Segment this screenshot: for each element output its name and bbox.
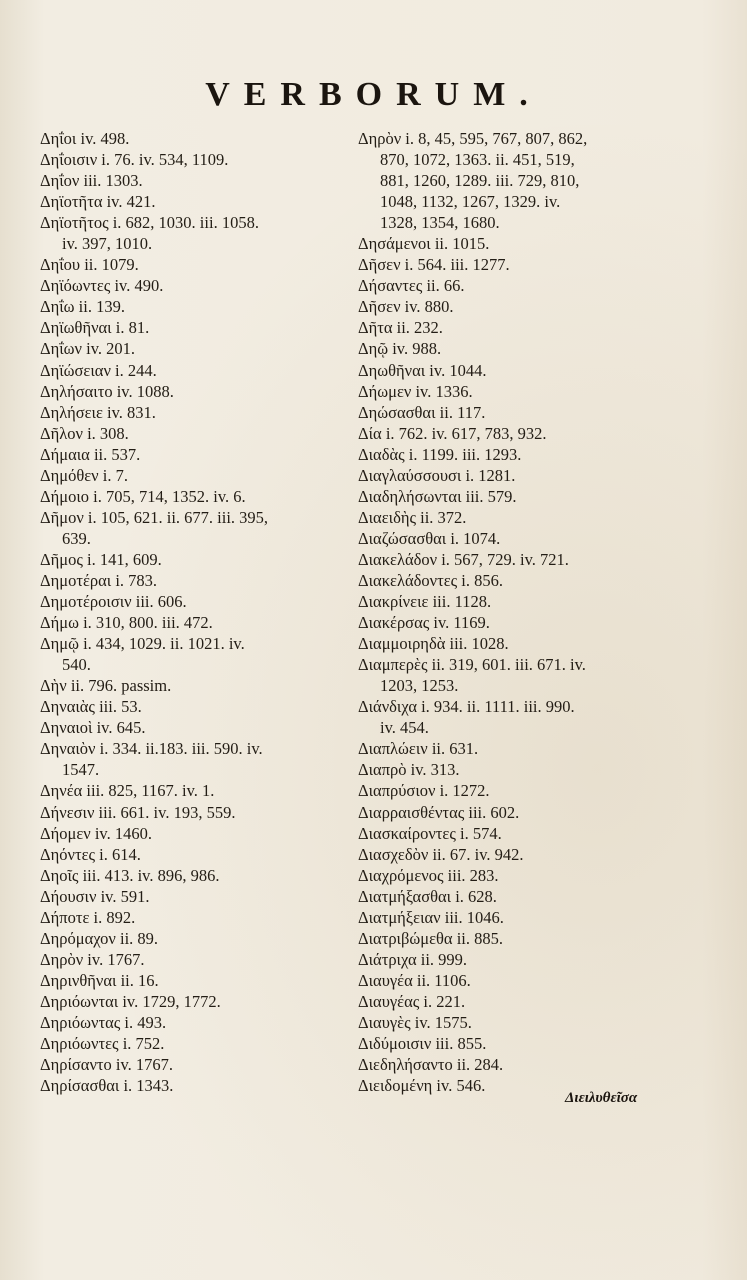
index-entry: Διατμήξειαν iii. 1046.	[358, 907, 504, 927]
catchword: Διειλυθεῖσα	[565, 1090, 638, 1106]
index-entry: Δηΐων iv. 201.	[40, 339, 136, 359]
index-entry: Δηώσασθαι ii. 117.	[358, 402, 486, 422]
index-entry: Δηΐον iii. 1303.	[40, 171, 143, 191]
index-entry: Δῆτα ii. 232.	[358, 318, 443, 338]
index-entry: Διεδηλήσαντο ii. 284.	[358, 1055, 504, 1075]
index-entry: 870, 1072, 1363. ii. 451, 519,	[380, 150, 575, 170]
index-entry: Δηναιὸν i. 334. ii.183. iii. 590. iv.	[40, 739, 263, 759]
index-entry: 1328, 1354, 1680.	[380, 213, 500, 233]
index-entry: Δηΐοισιν i. 76. iv. 534, 1109.	[40, 150, 229, 170]
index-entry: iv. 397, 1010.	[62, 234, 153, 254]
index-entry: 1547.	[62, 760, 100, 780]
index-entry: Δηριόωντας i. 493.	[40, 1012, 167, 1032]
index-entry: Δηΐου ii. 1079.	[40, 255, 139, 275]
index-entry: Δῆσεν i. 564. iii. 1277.	[358, 255, 510, 275]
index-entry: Δηϊοτῆτος i. 682, 1030. iii. 1058.	[40, 213, 259, 233]
index-entry: Δηρίσαντο iv. 1767.	[40, 1055, 174, 1075]
index-entry: Διασκαίροντες i. 574.	[358, 823, 502, 843]
index-entry: Διακέρσας iv. 1169.	[358, 613, 490, 633]
index-entry: Δηϊώσειαν i. 244.	[40, 360, 157, 380]
index-entry: 639.	[62, 528, 91, 548]
index-entry: Διαζώσασθαι i. 1074.	[358, 528, 501, 548]
index-entry: Δήποτε i. 892.	[40, 907, 136, 927]
index-entry: Δηρινθῆναι ii. 16.	[40, 970, 159, 990]
index-entry: Δήμοιο i. 705, 714, 1352. iv. 6.	[40, 486, 246, 506]
index-entry: Δῆμος i. 141, 609.	[40, 549, 162, 569]
index-entry: Διατριβώμεθα ii. 885.	[358, 928, 503, 948]
index-entry: Δηϊωθῆναι i. 81.	[40, 318, 150, 338]
index-entry: 1048, 1132, 1267, 1329. iv.	[380, 192, 561, 212]
index-entry: Δηῷ iv. 988.	[358, 339, 442, 359]
index-entry: Διδύμοισιν iii. 855.	[358, 1034, 487, 1054]
index-entry: Δηριόωνται iv. 1729, 1772.	[40, 991, 221, 1011]
index-entry: Δημῷ i. 434, 1029. ii. 1021. iv.	[40, 634, 245, 654]
index-entry: Δημοτέραι i. 783.	[40, 570, 158, 590]
index-entry: Δὴν ii. 796. passim.	[40, 676, 172, 696]
index-entry: Δηρὸν i. 8, 45, 595, 767, 807, 862,	[358, 129, 588, 148]
index-entry: Διαπλώειν ii. 631.	[358, 739, 479, 759]
index-entry: Διακελάδον i. 567, 729. iv. 721.	[358, 549, 569, 569]
index-entry: Διασχεδὸν ii. 67. iv. 942.	[358, 844, 524, 864]
index-entry: Δῆμον i. 105, 621. ii. 677. iii. 395,	[40, 507, 269, 527]
index-column-left	[40, 128, 340, 1096]
index-entry: Διατμήξασθαι i. 628.	[358, 886, 497, 906]
index-entry: Δηριόωντες i. 752.	[40, 1034, 165, 1054]
index-entry: Δηλήσειε iv. 831.	[40, 402, 156, 422]
index-entry: Δήωμεν iv. 1336.	[358, 381, 473, 401]
index-entry: Διαδηλήσωνται iii. 579.	[358, 486, 517, 506]
index-entry: Διαδὰς i. 1199. iii. 1293.	[358, 444, 522, 464]
index-entry: Δημόθεν i. 7.	[40, 465, 128, 485]
index-entry: Δηλήσαιτο iv. 1088.	[40, 381, 174, 401]
index-entry: Διάτριχα ii. 999.	[358, 949, 468, 969]
index-entry: Διαυγέας i. 221.	[358, 991, 466, 1011]
index-entry: Διαγλαύσσουσι i. 1281.	[358, 465, 516, 485]
index-entry: Δήνεσιν iii. 661. iv. 193, 559.	[40, 802, 236, 822]
index-entry: Διαπρύσιον i. 1272.	[358, 781, 490, 801]
index-entry: Δῆλον i. 308.	[40, 423, 129, 443]
index-entry: Διαυγέα ii. 1106.	[358, 970, 471, 990]
index-entry: iv. 454.	[380, 718, 429, 738]
index-entry: Διαρραισθέντας iii. 602.	[358, 802, 520, 822]
index-entry: 1203, 1253.	[380, 676, 459, 696]
index-entry: Δήμω i. 310, 800. iii. 472.	[40, 613, 213, 633]
index-entry: Δήμαια ii. 537.	[40, 444, 141, 464]
index-entry: Δηρίσασθαι i. 1343.	[40, 1076, 174, 1096]
index-entry: Δησάμενοι ii. 1015.	[358, 234, 490, 254]
index-entry: Δηοῖς iii. 413. iv. 896, 986.	[40, 865, 220, 885]
index-entry: Διαειδὴς ii. 372.	[358, 507, 467, 527]
index-entry: Δηνέα iii. 825, 1167. iv. 1.	[40, 781, 215, 801]
index-entry: Δήσαντες ii. 66.	[358, 276, 465, 296]
index-entry: Δηρόμαχον ii. 89.	[40, 928, 159, 948]
index-entry: Διαμμοιρηδὰ iii. 1028.	[358, 634, 509, 654]
index-entry: Δηϊόωντες iv. 490.	[40, 276, 164, 296]
index-entry: Δηναιὰς iii. 53.	[40, 697, 142, 717]
page-header-title: VERBORUM.	[205, 76, 542, 113]
index-entry: Δημοτέροισιν iii. 606.	[40, 592, 187, 612]
index-entry: Δῆσεν iv. 880.	[358, 297, 454, 317]
index-entry: Δηρὸν iv. 1767.	[40, 949, 145, 969]
index-entry: Δηϊοτῆτα iv. 421.	[40, 192, 156, 212]
index-entry: Δηΐοι iv. 498.	[40, 129, 130, 148]
index-entry: Δία i. 762. iv. 617, 783, 932.	[358, 423, 547, 443]
index-entry: Διαχρόμενος iii. 283.	[358, 865, 499, 885]
index-entry: Διειδομένη iv. 546.	[358, 1076, 486, 1096]
index-entry: Διαπρὸ iv. 313.	[358, 760, 460, 780]
index-column-right	[358, 128, 692, 1096]
index-entry: Δηΐω ii. 139.	[40, 297, 125, 317]
index-entry: 540.	[62, 655, 91, 675]
index-entry: Διαμπερὲς ii. 319, 601. iii. 671. iv.	[358, 655, 586, 675]
index-entry: Δηωθῆναι iv. 1044.	[358, 360, 487, 380]
index-entry: Διάνδιχα i. 934. ii. 1111. iii. 990.	[358, 697, 575, 717]
index-entry: Δηόντες i. 614.	[40, 844, 141, 864]
index-entry: Διαυγὲς iv. 1575.	[358, 1012, 472, 1032]
index-entry: Δηναιοὶ iv. 645.	[40, 718, 146, 738]
index-entry: Δήομεν iv. 1460.	[40, 823, 152, 843]
index-entry: 881, 1260, 1289. iii. 729, 810,	[380, 171, 580, 191]
index-entry: Διακρίνειε iii. 1128.	[358, 592, 492, 612]
index-entry: Διακελάδοντες i. 856.	[358, 570, 503, 590]
index-entry: Δήουσιν iv. 591.	[40, 886, 150, 906]
